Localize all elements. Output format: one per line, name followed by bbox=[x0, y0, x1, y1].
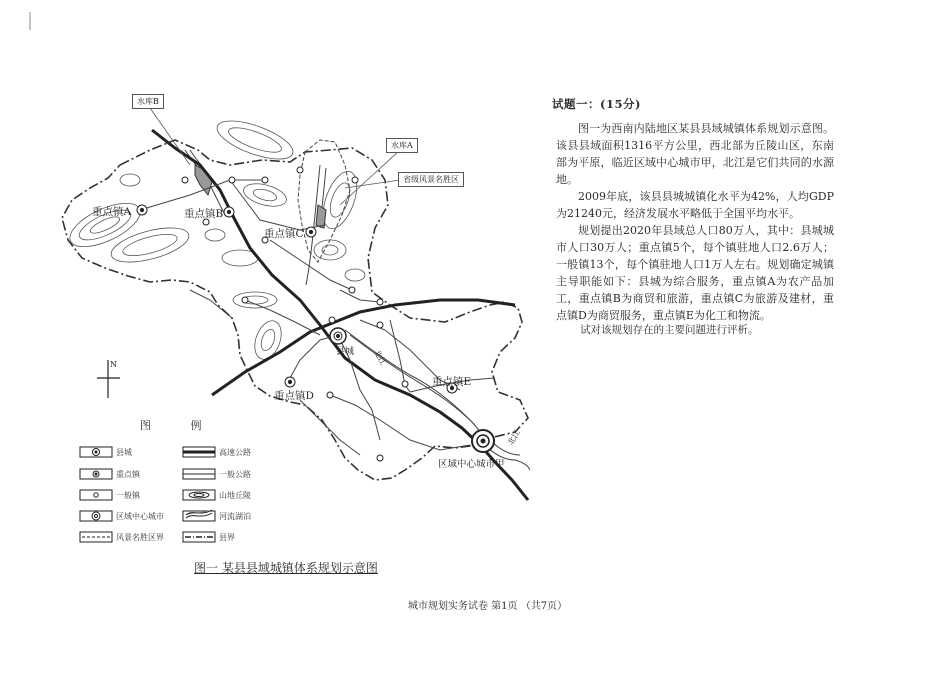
legend-label-hill: 山地丘陵 bbox=[219, 491, 251, 500]
label-north: N bbox=[110, 360, 117, 369]
label-town-a: 重点镇A bbox=[92, 206, 132, 218]
question-paragraph: 规划提出2020年县域总人口80万人，其中：县城城市人口30万人；重点镇5个，每个镇驻地人口2.6万人；一般镇13个，每个镇驻地人口1万人左右。规划确定城镇主导职能如下：县城为综合服务，重点镇A为农产品加工，重点镇B为商贸和旅游，重点镇C为旅游及建材，重点镇D为商贸服务，重点镇E为化工和物流。 bbox=[556, 224, 834, 322]
reservoir-b-callout: 水库B bbox=[132, 94, 164, 109]
legend-title: 图 例 bbox=[140, 419, 220, 432]
label-regional-city: 区域中心城市甲 bbox=[438, 459, 505, 470]
label-county: 县城 bbox=[336, 347, 355, 357]
legend-label-general-town: 一般镇 bbox=[116, 491, 140, 500]
label-town-c: 重点镇C bbox=[264, 228, 304, 240]
reservoir-a-callout: 水库A bbox=[386, 138, 418, 153]
scenic-area-callout: 省级风景名胜区 bbox=[398, 172, 464, 187]
question-title: 试题一：(15分) bbox=[552, 97, 641, 111]
question-paragraph: 图一为西南内陆地区某县县域城镇体系规划示意图。该县县域面积1316平方公里，西北部为丘陵山区，东南部为平原，临近区域中心城市甲，北江是它们共同的水源地。 bbox=[556, 122, 834, 186]
legend-label-scenic-boundary: 风景名胜区界 bbox=[116, 533, 164, 542]
legend-label-county: 县城 bbox=[116, 448, 132, 457]
reservoir-a-shape bbox=[316, 205, 326, 228]
page-footer: 城市规划实务试卷 第1页 （共7页） bbox=[408, 601, 568, 612]
label-river-1: 北江 bbox=[372, 348, 388, 367]
question-paragraph: 2009年底，该县县城城镇化水平为42%，人均GDP为21240元，经济发展水平略低于全国平均水平。 bbox=[556, 190, 834, 220]
label-river-2: 北江 bbox=[506, 428, 522, 447]
question-body bbox=[556, 120, 834, 324]
label-town-b: 重点镇B bbox=[184, 208, 224, 220]
label-town-d: 重点镇D bbox=[274, 390, 314, 402]
county-boundary bbox=[62, 140, 528, 480]
legend-label-expressway: 高速公路 bbox=[219, 448, 251, 457]
rivers bbox=[185, 150, 530, 470]
legend-label-key-town: 重点镇 bbox=[116, 470, 140, 479]
label-town-e: 重点镇E bbox=[432, 376, 472, 388]
legend-label-road: 一般公路 bbox=[219, 470, 251, 479]
legend-label-county-boundary: 县界 bbox=[219, 533, 235, 542]
legend-symbols bbox=[80, 447, 215, 542]
figure-title: 图一 某县县域城镇体系规划示意图 bbox=[194, 561, 378, 575]
legend-label-river: 河流湖泊 bbox=[219, 512, 251, 521]
legend-label-regional-city: 区域中心城市 bbox=[116, 512, 164, 521]
question-prompt: 试对该规划存在的主要问题进行评析。 bbox=[580, 324, 759, 336]
